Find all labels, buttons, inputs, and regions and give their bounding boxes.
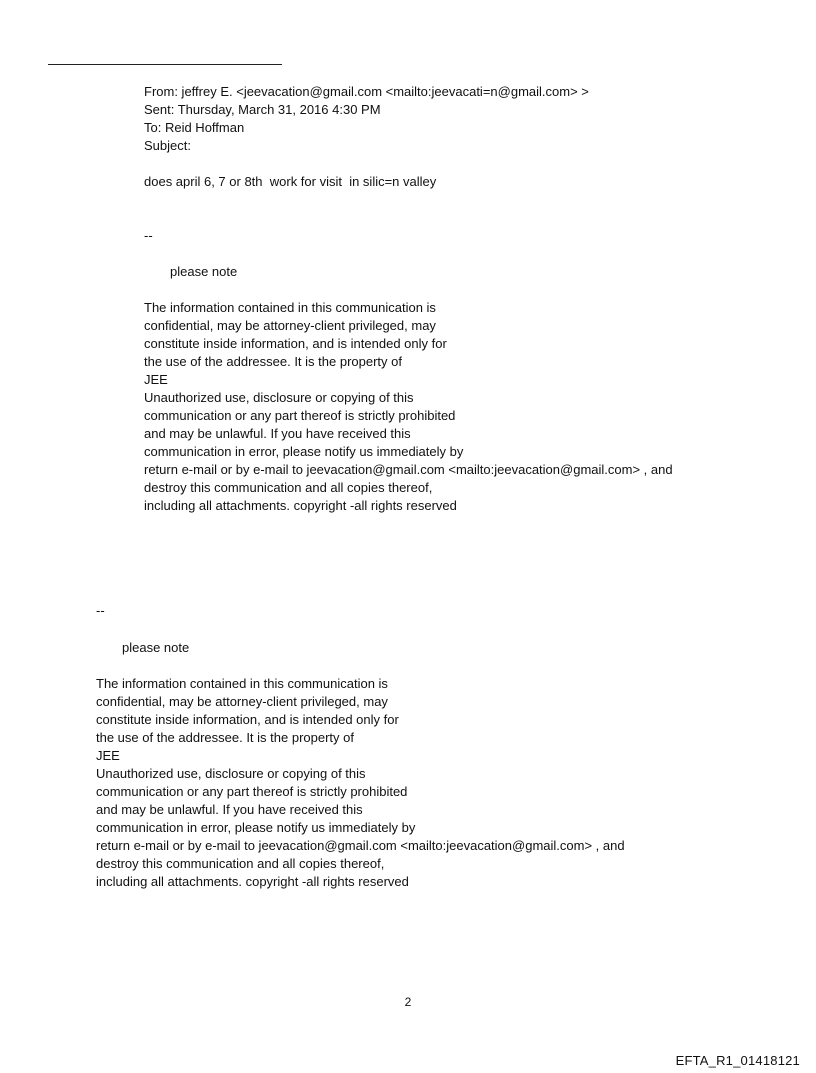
disclaimer-line: confidential, may be attorney-client privileged, may	[96, 694, 388, 709]
signature-note: please note	[122, 640, 190, 655]
disclaimer-line: The information contained in this communication is	[96, 676, 388, 691]
body-line: does april 6, 7 or 8th work for visit in silic=n valley	[144, 174, 437, 189]
disclaimer	[96, 675, 625, 891]
disclaimer-line: Unauthorized use, disclosure or copying of this	[96, 766, 366, 781]
disclaimer-line: communication or any part thereof is strictly prohibited	[96, 784, 408, 799]
disclaimer-line: the use of the addressee. It is the property of	[96, 730, 354, 745]
header-divider	[48, 64, 282, 65]
disclaimer-line: The information contained in this communication is	[144, 300, 436, 315]
email-body	[144, 173, 436, 191]
disclaimer-line: destroy this communication and all copies thereof,	[96, 856, 385, 871]
disclaimer-line: the use of the addressee. It is the property of	[144, 354, 402, 369]
bates-number: EFTA_R1_01418121	[675, 1053, 800, 1068]
disclaimer-line: JEE	[144, 372, 168, 387]
disclaimer-line: communication in error, please notify us immediately by	[96, 820, 416, 835]
disclaimer-line: Unauthorized use, disclosure or copying of this	[144, 390, 414, 405]
disclaimer-line: JEE	[96, 748, 120, 763]
disclaimer-line: communication in error, please notify us immediately by	[144, 444, 464, 459]
signature-separator: --	[144, 228, 153, 243]
disclaimer-line: constitute inside information, and is intended only for	[144, 336, 447, 351]
disclaimer-line: destroy this communication and all copies thereof,	[144, 480, 433, 495]
signature-note: please note	[170, 264, 238, 279]
disclaimer-line: constitute inside information, and is intended only for	[96, 712, 399, 727]
page-number: 2	[404, 995, 412, 1009]
disclaimer-quoted	[144, 299, 673, 515]
disclaimer-line: return e-mail or by e-mail to jeevacation@gmail.com <mailto:jeevacation@gmail.com> , and	[144, 462, 673, 477]
disclaimer-line: and may be unlawful. If you have received this	[96, 802, 363, 817]
disclaimer-line: and may be unlawful. If you have received this	[144, 426, 411, 441]
subject-line: Subject:	[144, 138, 191, 153]
sent-line: Sent: Thursday, March 31, 2016 4:30 PM	[144, 102, 381, 117]
from-line: From: jeffrey E. <jeevacation@gmail.com <mailto:jeevacati=n@gmail.com> >	[144, 84, 589, 99]
disclaimer-line: communication or any part thereof is strictly prohibited	[144, 408, 456, 423]
disclaimer-line: including all attachments. copyright -all rights reserved	[144, 498, 457, 513]
disclaimer-line: return e-mail or by e-mail to jeevacation@gmail.com <mailto:jeevacation@gmail.com> , and	[96, 838, 625, 853]
disclaimer-line: confidential, may be attorney-client privileged, may	[144, 318, 436, 333]
to-line: To: Reid Hoffman	[144, 120, 245, 135]
email-header	[144, 83, 589, 155]
disclaimer-line: including all attachments. copyright -all rights reserved	[96, 874, 409, 889]
signature-separator: --	[96, 603, 105, 618]
